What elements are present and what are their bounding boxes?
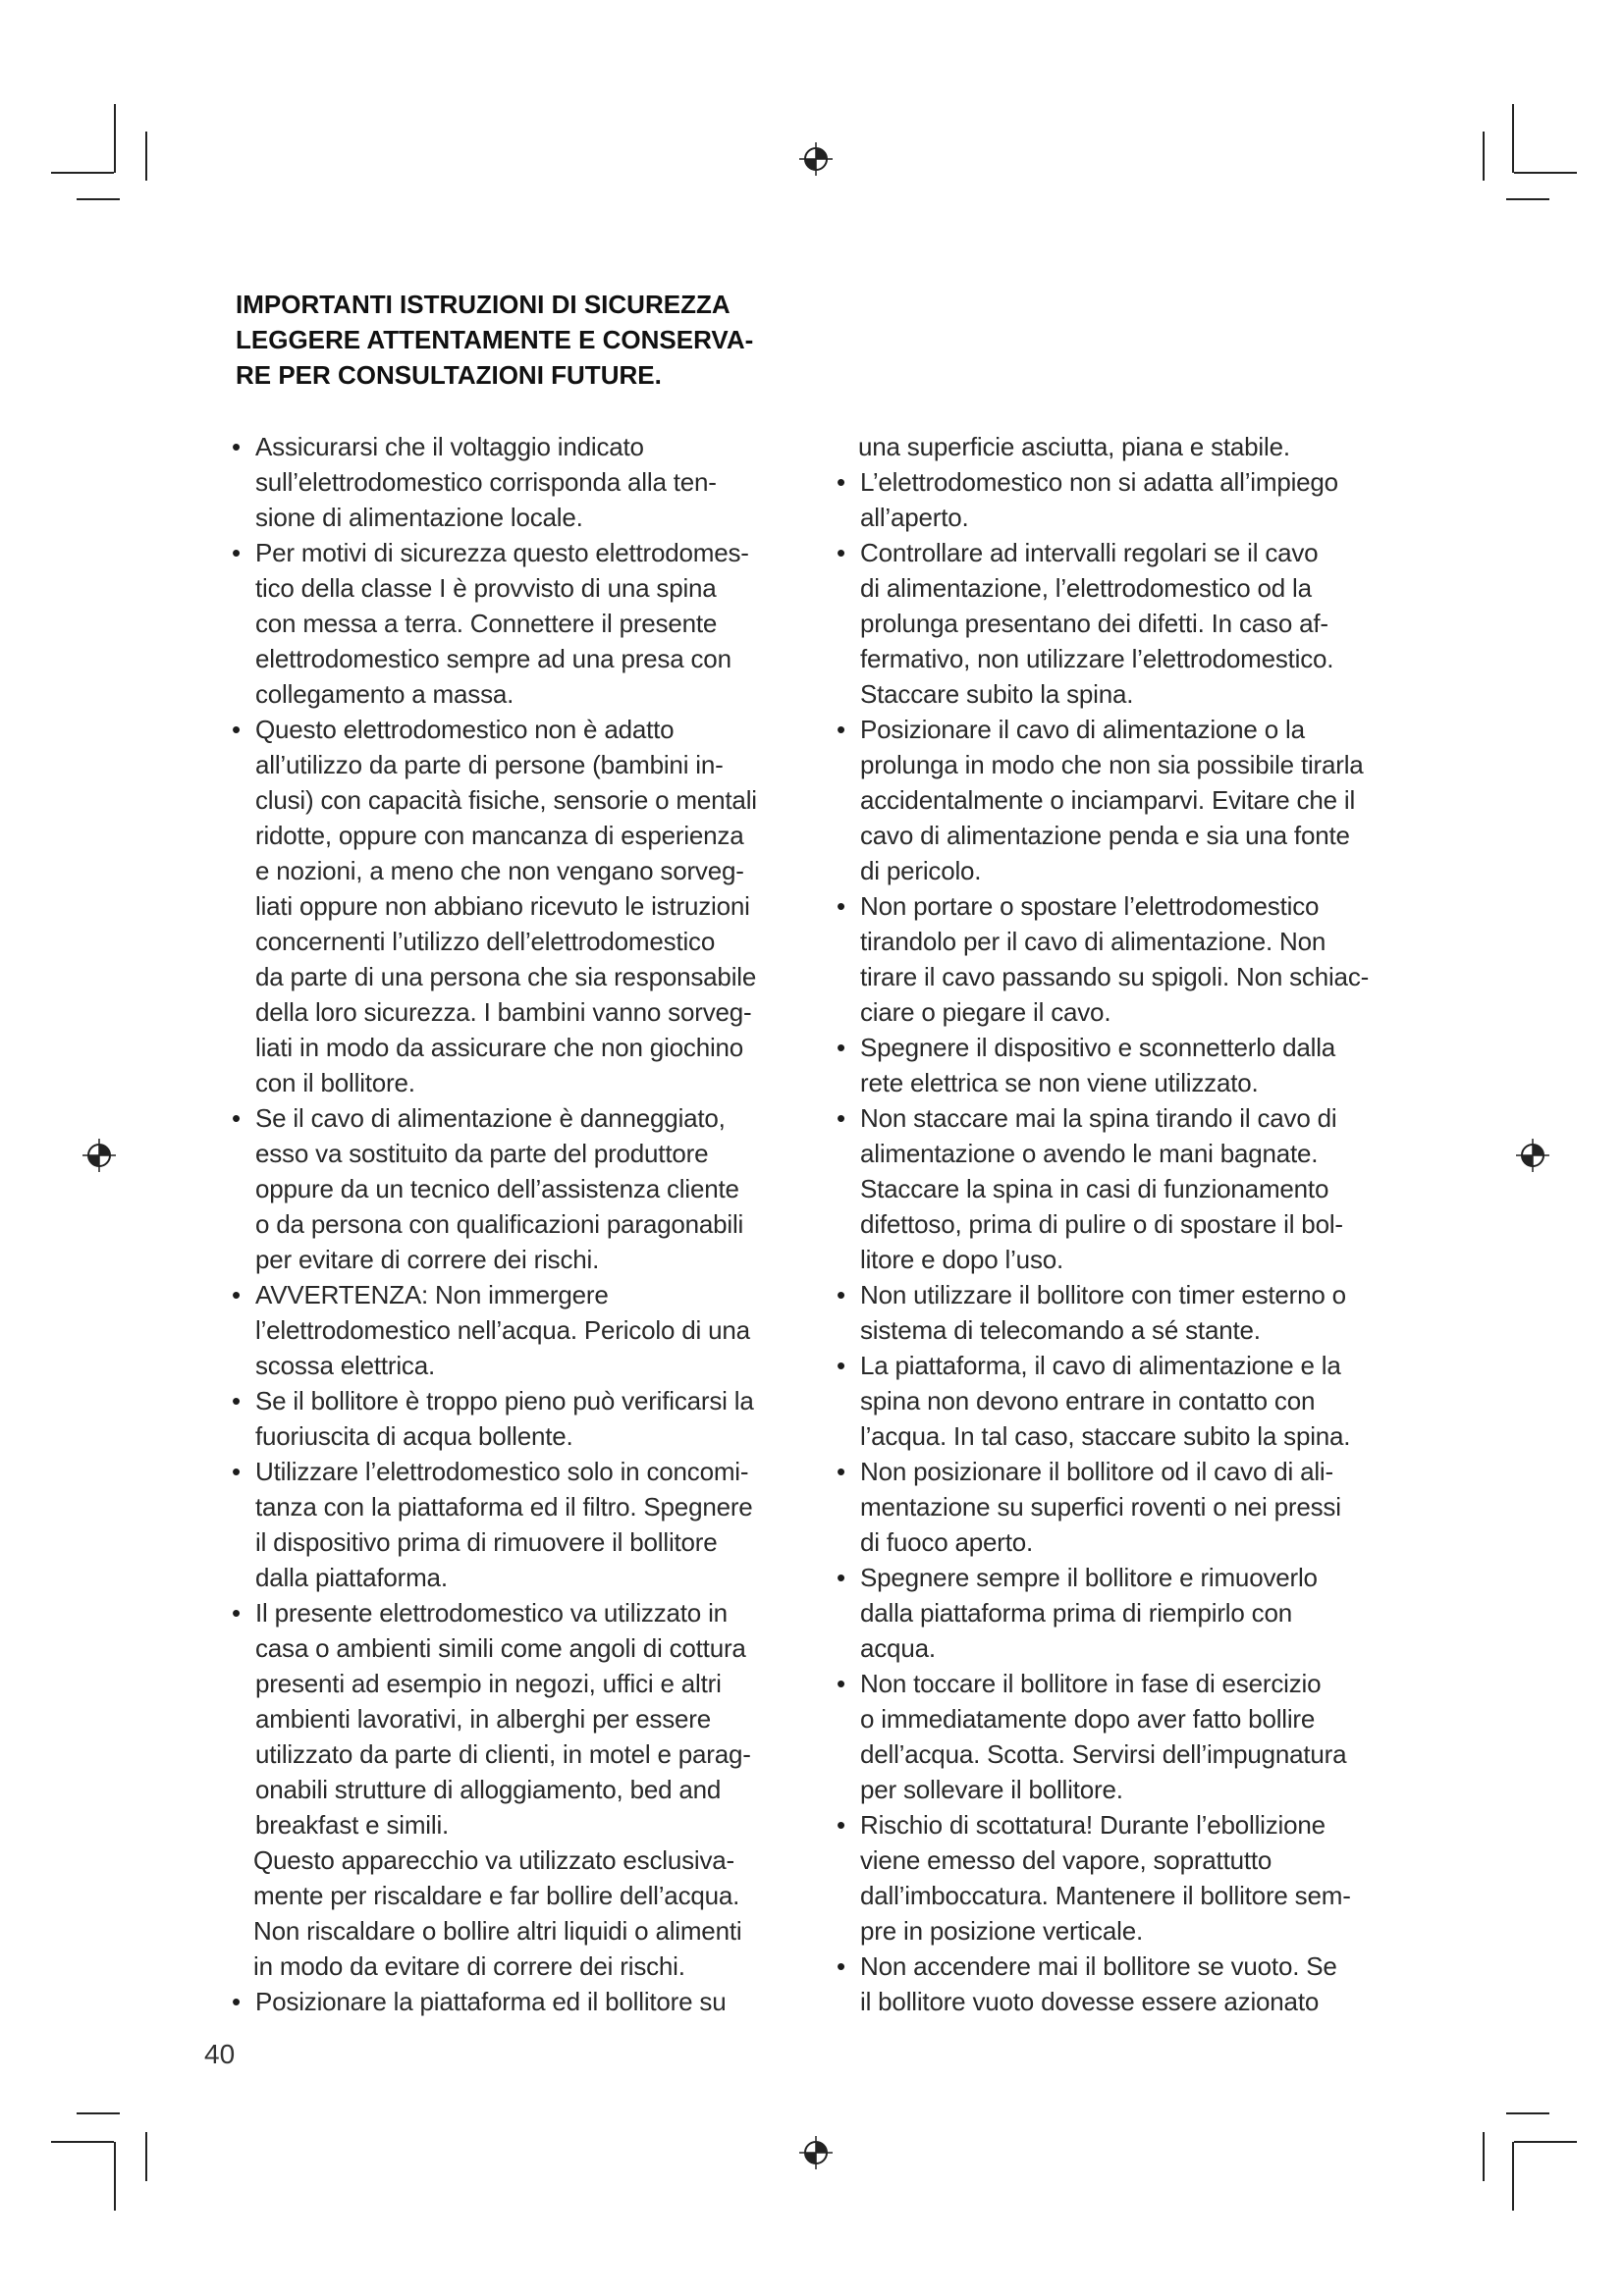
text-line: il dispositivo prima di rimuovere il bollitore [255,1527,718,1557]
crop-mark [145,2132,147,2181]
text-line: sione di alimentazione locale. [255,503,583,532]
text-line: per sollevare il bollitore. [860,1775,1123,1804]
bullet-icon: • [837,1951,846,1981]
bullet-item [837,712,1406,888]
page-heading [236,287,825,393]
text-line: utilizzato da parte di clienti, in motel e parag- [255,1739,751,1769]
text-line: Assicurarsi che il voltaggio indicato [255,432,644,461]
crop-mark [77,198,120,200]
paragraph [837,429,1406,464]
text-line: con il bollitore. [255,1068,415,1097]
bullet-icon: • [837,1669,846,1698]
text-line: oppure da un tecnico dell’assistenza cliente [255,1174,739,1203]
bullet-icon: • [837,1351,846,1380]
bullet-item [837,535,1406,712]
text-line: con messa a terra. Connettere il presente [255,609,718,638]
text-line: della loro sicurezza. I bambini vanno sorveg- [255,997,752,1027]
crop-mark [1483,132,1485,181]
text-line: ridotte, oppure con mancanza di esperienza [255,821,744,850]
crop-mark [145,132,147,181]
bullet-item [232,1595,801,1842]
crop-mark [114,104,116,173]
paragraph [232,1842,801,1984]
bullet-item [232,429,801,535]
text-line: litore e dopo l’uso. [860,1245,1064,1274]
bullet-icon: • [837,1103,846,1133]
text-line: spina non devono entrare in contatto con [860,1386,1316,1415]
text-line: Questo elettrodomestico non è adatto [255,715,675,744]
bullet-icon: • [837,1457,846,1486]
text-line: Posizionare la piattaforma ed il bollitore su [255,1987,727,2016]
text-line: Il presente elettrodomestico va utilizzato in [255,1598,728,1628]
text-line: Non portare o spostare l’elettrodomestico [860,891,1320,921]
bullet-item [837,1454,1406,1560]
bullet-item [837,1030,1406,1100]
text-line: AVVERTENZA: Non immergere [255,1280,609,1309]
bullet-item [837,1807,1406,1949]
bullet-item [837,888,1406,1030]
text-line: viene emesso del vapore, soprattutto [860,1845,1272,1875]
text-line: liati in modo da assicurare che non giochino [255,1033,744,1062]
text-line: dalla piattaforma prima di riempirlo con [860,1598,1292,1628]
text-line: di alimentazione, l’elettrodomestico od la [860,573,1312,603]
text-line: esso va sostituito da parte del produttore [255,1139,709,1168]
text-line: ciare o piegare il cavo. [860,997,1111,1027]
bullet-icon: • [232,1457,242,1486]
bullet-item [837,1100,1406,1277]
bullet-icon: • [232,538,242,567]
text-line: ambienti lavorativi, in alberghi per essere [255,1704,711,1734]
text-line: La piattaforma, il cavo di alimentazione e la [860,1351,1341,1380]
bullet-item [232,1100,801,1277]
bullet-item [837,1348,1406,1454]
bullet-icon: • [232,1280,242,1309]
bullet-item [837,1560,1406,1666]
text-line: prolunga presentano dei difetti. In caso af- [860,609,1328,638]
text-line: accidentalmente o inciamparvi. Evitare che il [860,785,1356,815]
text-line: sistema di telecomando a sé stante. [860,1315,1261,1345]
text-line: Non utilizzare il bollitore con timer esterno o [860,1280,1346,1309]
text-line: clusi) con capacità fisiche, sensorie o mentali [255,785,757,815]
text-line: Per motivi di sicurezza questo elettrodomes- [255,538,749,567]
text-line: Non staccare mai la spina tirando il cavo di [860,1103,1337,1133]
text-line: di fuoco aperto. [860,1527,1034,1557]
bullet-icon: • [232,1103,242,1133]
text-line: mentazione su superfici roventi o nei pressi [860,1492,1341,1522]
text-line: tirandolo per il cavo di alimentazione. Non [860,927,1326,956]
text-line: una superficie asciutta, piana e stabile. [858,432,1290,461]
registration-mark-icon [82,1139,116,1172]
text-line: breakfast e simili. [255,1810,450,1840]
text-line: collegamento a massa. [255,679,514,709]
text-line: il bollitore vuoto dovesse essere azionato [860,1987,1320,2016]
text-line: e nozioni, a meno che non vengano sorveg- [255,856,744,885]
crop-mark [51,172,114,174]
text-line: scossa elettrica. [255,1351,436,1380]
text-line: liati oppure non abbiano ricevuto le istruzioni [255,891,750,921]
text-line: tirare il cavo passando su spigoli. Non schiac- [860,962,1370,991]
text-line: Non posizionare il bollitore od il cavo di ali- [860,1457,1333,1486]
crop-mark [1506,2112,1549,2114]
page-number: 40 [204,2039,236,2069]
text-line: Controllare ad intervalli regolari se il cavo [860,538,1319,567]
text-line: Staccare subito la spina. [860,679,1134,709]
bullet-icon: • [837,891,846,921]
bullet-icon: • [837,1280,846,1309]
bullet-item [232,1277,801,1383]
crop-mark [1506,198,1549,200]
crop-mark [1483,2132,1485,2181]
right-column [837,429,1406,2019]
crop-mark [1512,2142,1514,2211]
text-line: Spegnere sempre il bollitore e rimuoverlo [860,1563,1318,1592]
bullet-item [232,712,801,1100]
text-line: o immediatamente dopo aver fatto bollire [860,1704,1316,1734]
text-line: tanza con la piattaforma ed il filtro. Spegnere [255,1492,753,1522]
text-line: di pericolo. [860,856,982,885]
text-line: elettrodomestico sempre ad una presa con [255,644,731,673]
crop-mark [1514,2141,1577,2143]
text-line: da parte di una persona che sia responsabile [255,962,757,991]
text-line: dell’acqua. Scotta. Servirsi dell’impugnatura [860,1739,1347,1769]
text-line: sull’elettrodomestico corrisponda alla ten- [255,467,717,497]
text-line: casa o ambienti simili come angoli di cottura [255,1633,746,1663]
text-line: dalla piattaforma. [255,1563,448,1592]
text-line: all’aperto. [860,503,969,532]
text-line: l’acqua. In tal caso, staccare subito la spina. [860,1421,1351,1451]
bullet-icon: • [232,1386,242,1415]
bullet-icon: • [837,1033,846,1062]
crop-mark [1514,172,1577,174]
registration-mark-icon [799,142,833,176]
bullet-item [837,1666,1406,1807]
bullet-icon: • [837,1563,846,1592]
text-line: alimentazione o avendo le mani bagnate. [860,1139,1319,1168]
text-line: Non accendere mai il bollitore se vuoto. Se [860,1951,1337,1981]
text-line: Utilizzare l’elettrodomestico solo in concomi- [255,1457,749,1486]
text-line: Se il bollitore è troppo pieno può verificarsi la [255,1386,754,1415]
bullet-icon: • [837,1810,846,1840]
text-line: tico della classe I è provvisto di una spina [255,573,717,603]
text-line: in modo da evitare di correre dei rischi. [253,1951,685,1981]
text-line: fuoriuscita di acqua bollente. [255,1421,573,1451]
text-line: Spegnere il dispositivo e sconnetterlo dalla [860,1033,1336,1062]
heading-line: IMPORTANTI ISTRUZIONI DI SICUREZZA [236,290,731,319]
bullet-item [232,535,801,712]
registration-mark-icon [799,2136,833,2169]
bullet-item [837,1277,1406,1348]
bullet-icon: • [232,432,242,461]
text-line: cavo di alimentazione penda e sia una fonte [860,821,1350,850]
text-line: fermativo, non utilizzare l’elettrodomestico. [860,644,1334,673]
text-line: Posizionare il cavo di alimentazione o la [860,715,1305,744]
bullet-item [837,464,1406,535]
bullet-icon: • [232,1598,242,1628]
heading-line: RE PER CONSULTAZIONI FUTURE. [236,360,662,390]
bullet-icon: • [232,715,242,744]
text-line: pre in posizione verticale. [860,1916,1143,1946]
text-line: Staccare la spina in casi di funzionamento [860,1174,1329,1203]
crop-mark [1512,104,1514,173]
bullet-item [232,1454,801,1595]
registration-mark-icon [1516,1139,1549,1172]
text-line: L’elettrodomestico non si adatta all’impiego [860,467,1338,497]
text-line: concernenti l’utilizzo dell’elettrodomestico [255,927,716,956]
bullet-icon: • [232,1987,242,2016]
text-line: difettoso, prima di pulire o di spostare il bol- [860,1209,1343,1239]
text-line: onabili strutture di alloggiamento, bed and [255,1775,722,1804]
left-column [232,429,801,2019]
text-line: Non toccare il bollitore in fase di esercizio [860,1669,1322,1698]
crop-mark [51,2141,114,2143]
text-line: dall’imboccatura. Mantenere il bollitore sem- [860,1881,1351,1910]
text-line: acqua. [860,1633,936,1663]
text-line: mente per riscaldare e far bollire dell’acqua. [253,1881,740,1910]
text-line: per evitare di correre dei rischi. [255,1245,600,1274]
bullet-icon: • [837,715,846,744]
text-line: l’elettrodomestico nell’acqua. Pericolo di una [255,1315,750,1345]
text-line: prolunga in modo che non sia possibile tirarla [860,750,1364,779]
text-line: presenti ad esempio in negozi, uffici e altri [255,1669,722,1698]
crop-mark [114,2142,116,2211]
text-line: rete elettrica se non viene utilizzato. [860,1068,1259,1097]
text-line: Rischio di scottatura! Durante l’ebollizione [860,1810,1326,1840]
bullet-item [232,1984,801,2019]
text-line: all’utilizzo da parte di persone (bambini in- [255,750,724,779]
text-line: Non riscaldare o bollire altri liquidi o alimenti [253,1916,742,1946]
text-line: Se il cavo di alimentazione è danneggiato, [255,1103,726,1133]
bullet-icon: • [837,467,846,497]
bullet-icon: • [837,538,846,567]
bullet-item [837,1949,1406,2019]
crop-mark [77,2112,120,2114]
bullet-item [232,1383,801,1454]
text-line: o da persona con qualificazioni paragonabili [255,1209,744,1239]
heading-line: LEGGERE ATTENTAMENTE E CONSERVA- [236,325,754,354]
text-line: Questo apparecchio va utilizzato esclusiva- [253,1845,734,1875]
